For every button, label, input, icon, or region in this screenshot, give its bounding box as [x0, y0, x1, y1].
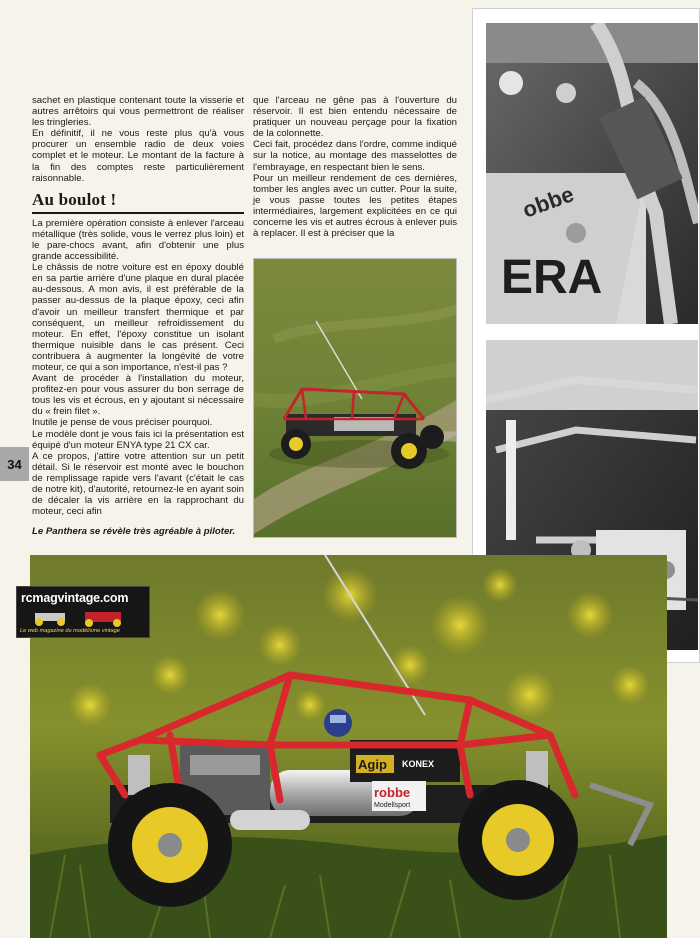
brand-sub-decal: Modellsport — [374, 802, 411, 809]
photo-engine-top — [486, 23, 698, 324]
heading-rule — [32, 212, 244, 214]
paragraph: Pour un meilleur rendement de ces dernières, tomber les angles avec un cutter. Pour la suite, je vous passe toutes les petites étapes intermédiaires, largement explicitées en ce qui concerne les vis et autres écrous à enlever puis à replacer. Il est à préciser que la — [253, 172, 457, 240]
paragraph: La première opération consiste à enlever l'arceau métallique (très solide, vous le verrez plus loin) et le pare-chocs avant, afin d'obtenir une plus grande accessibilité. — [32, 217, 244, 263]
brand-decal: robbe — [374, 785, 411, 800]
page-number: 34 — [0, 447, 29, 481]
paragraph: Le modèle dont je vous fais ici la présentation est équipé d'un moteur ENYA type 21 CX car. — [32, 428, 244, 451]
section-heading: Au boulot ! — [32, 189, 117, 209]
logo-subtitle: Le web magazine du modélisme vintage — [20, 628, 120, 634]
paragraph: Le châssis de notre voiture est en époxy doublé en sa partie arrière d'une plaque en dural placée au-dessous. A mon avis, il est préférable de la passer au-dessus de la plaque époxy, ceci afin d'avoir un meilleur transfert thermique et par conséquent, un meilleur refroidissement du moteur. En effet, l'époxy constitue un isolant thermique nuisible dans le cas présent. Ceci contribuera à augmenter la longévité de votre moteur, ce qui a son importance, n'est-il pas ? — [32, 262, 244, 373]
text-column-left — [32, 95, 244, 517]
photo-buggy-track — [253, 258, 457, 538]
logo-title: rcmagvintage.com — [21, 591, 129, 605]
paragraph: Avant de procéder à l'installation du moteur, profitez-en pour vous assurer du bon serrage de tous les vis et écrous, en y ajoutant si nécessaire du « frein filet ». — [32, 373, 244, 418]
photo-caption: Le Panthera se révèle très agréable à piloter. — [32, 526, 236, 537]
battery-decal: KONEX — [402, 759, 435, 769]
text-column-right — [253, 95, 457, 239]
sponsor-decal: Agip — [358, 757, 387, 772]
decal-text-small: obbe — [519, 181, 578, 223]
site-logo — [16, 586, 150, 638]
decal-text: ERA — [501, 251, 603, 304]
paragraph: que l'arceau ne gêne pas à l'ouverture du réservoir. Il est bien entendu nécessaire de pratiquer un nouveau perçage pour la fixation de la colonnette. — [253, 95, 457, 140]
paragraph: Inutile je pense de vous préciser pourquoi. — [32, 417, 213, 429]
paragraph: En définitif, il ne vous reste plus qu'à vous procurer un ensemble radio de deux voies complet et le moteur. Le montant de la facture à la fin des comptes reste particulièrement raisonnable. — [32, 128, 244, 184]
car-icon — [25, 607, 143, 627]
paragraph: sachet en plastique contenant toute la visserie et autres arrêtoirs qui vous permettront de réaliser les tringleries. — [32, 95, 244, 129]
paragraph: Ceci fait, procédez dans l'ordre, comme indiqué sur la notice, au montage des masselottes de l'embrayage, en respectant bien le sens. — [253, 139, 457, 173]
paragraph: A ce propos, j'attire votre attention sur un petit détail. Si le réservoir est monté avec le bouchon de remplissage rapide vers l'avant (c'était le cas de notre kit), d'autorité, retournez-le en ayant soin de décaler la vis arrière en la rapprochant du moteur, ceci afin — [32, 450, 244, 518]
